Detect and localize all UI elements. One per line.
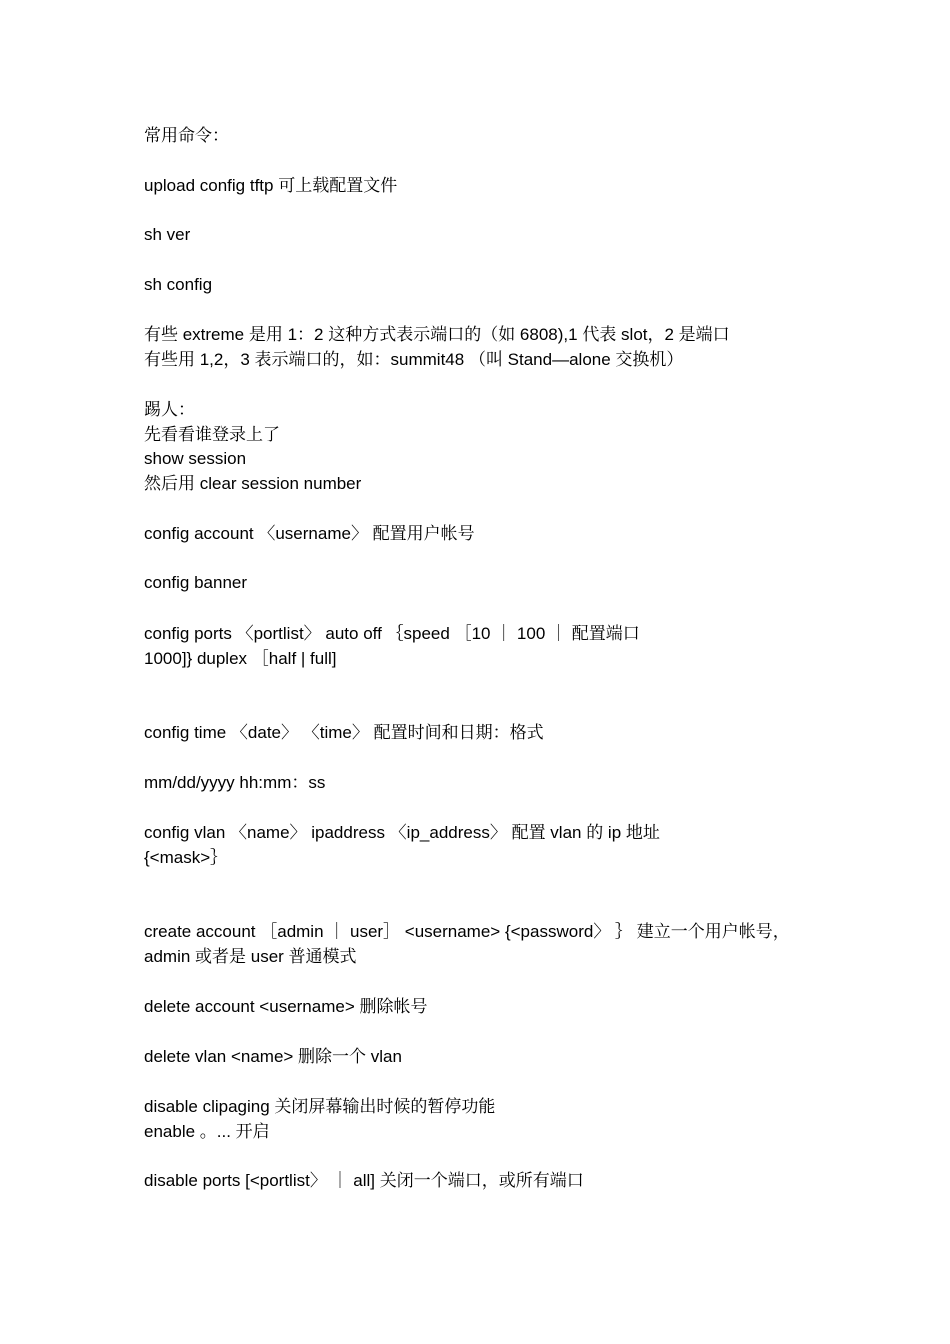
text-line: disable clipaging 关闭屏幕输出时候的暂停功能 <box>144 1097 496 1116</box>
text-line: 踢人： <box>144 400 195 419</box>
text-line: 有些 extreme 是用 1：2 这种方式表示端口的（如 6808),1 代表 slot，2 是端口 <box>144 325 730 344</box>
text-line: config banner <box>144 573 248 592</box>
text-line: delete account <username> 删除帐号 <box>144 997 428 1016</box>
text-line: sh ver <box>144 225 191 244</box>
text-line: mm/dd/yyyy hh:mm：ss <box>144 773 326 792</box>
text-line: config time 〈date〉 〈time〉 配置时间和日期：格式 <box>144 723 544 742</box>
text-line: admin 或者是 user 普通模式 <box>144 947 357 966</box>
text-line: 有些用 1,2，3 表示端口的，如：summit48 （叫 Stand—alone 交换机） <box>144 350 684 369</box>
text-line: config vlan 〈name〉 ipaddress 〈ip_address〉 配置 vlan 的 ip 地址 <box>144 823 660 842</box>
text-line: disable ports [<portlist〉 ｜ all] 关闭一个端口，或所有端口 <box>144 1171 584 1190</box>
text-line: config account 〈username〉 配置用户帐号 <box>144 524 475 543</box>
text-line: create account ［admin ｜ user］ <username> {<password〉 ｝ 建立一个用户帐号， <box>144 922 790 941</box>
text-line: show session <box>144 449 247 468</box>
text-line: delete vlan <name> 删除一个 vlan <box>144 1047 402 1066</box>
heading-common-commands: 常用命令： <box>144 126 229 145</box>
text-line: 然后用 clear session number <box>144 474 362 493</box>
text-line: 先看看谁登录上了 <box>144 425 280 444</box>
text-line: sh config <box>144 275 213 294</box>
text-line: {<mask>｝ <box>144 848 228 867</box>
text-line: enable 。... 开启 <box>144 1122 270 1141</box>
text-line: 1000]} duplex ［half | full] <box>144 649 337 668</box>
text-line: config ports 〈portlist〉 auto off ｛speed ［10 ｜ 100 ｜ 配置端口 <box>144 624 640 643</box>
text-line: upload config tftp 可上载配置文件 <box>144 176 398 195</box>
